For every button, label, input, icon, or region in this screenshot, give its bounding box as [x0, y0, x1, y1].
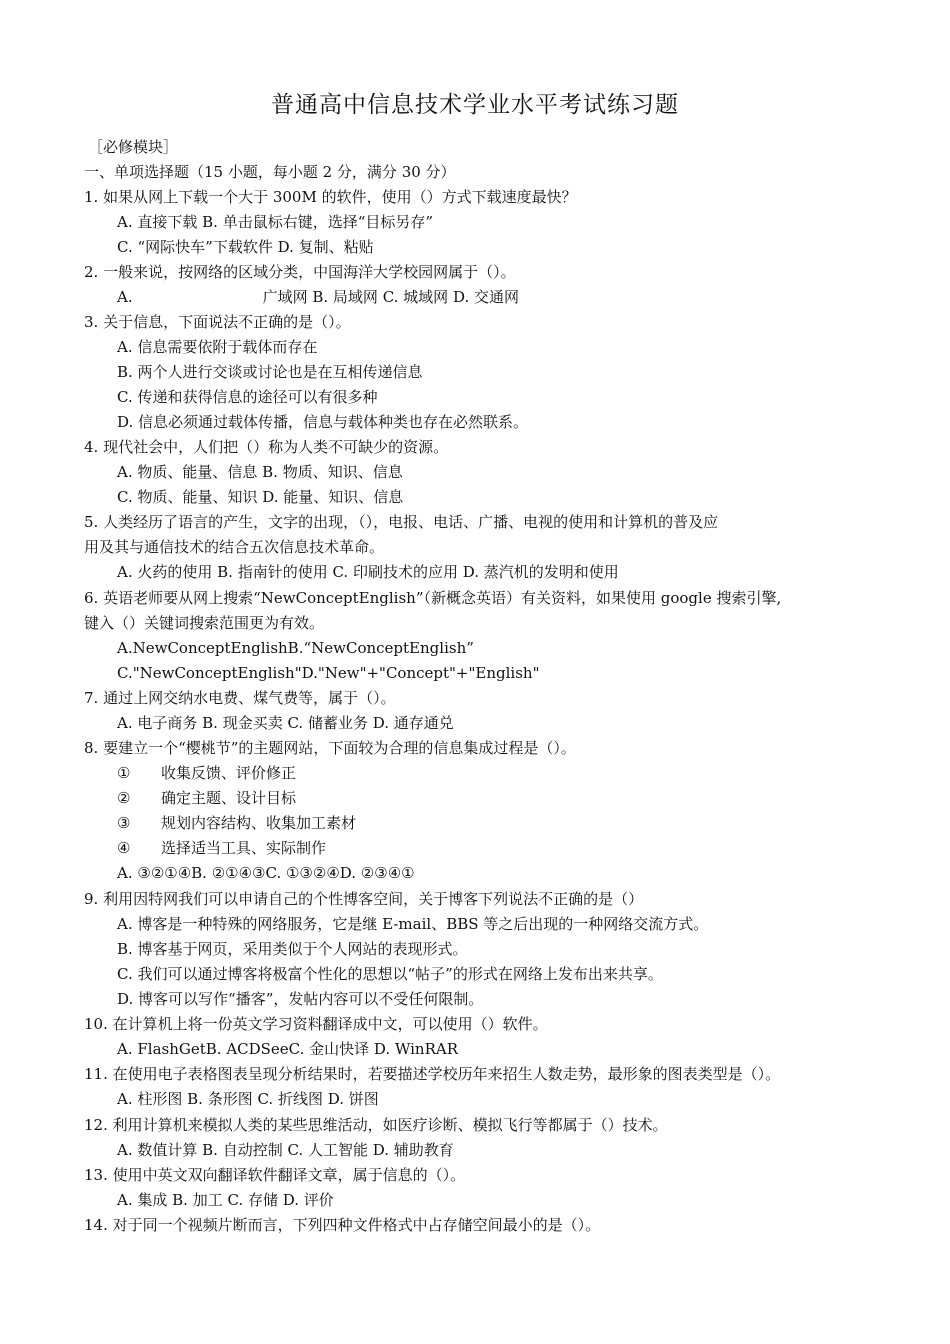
question-13-stem: 13. 使用中英文双向翻译软件翻译文章，属于信息的（）。: [84, 1166, 466, 1184]
question-6-stem: 6. 英语老师要从网上搜索“NewConceptEnglish”（新概念英语）有关资料，如果使用 google 搜索引擎,: [84, 589, 782, 607]
step-marker: ③: [117, 814, 131, 832]
question-2-option-a-label: A.: [117, 288, 133, 306]
question-13-options: A. 集成 B. 加工 C. 存储 D. 评价: [117, 1191, 334, 1209]
question-2-stem: 2. 一般来说，按网络的区域分类，中国海洋大学校园网属于（）。: [84, 263, 516, 281]
step-marker: ①: [117, 764, 131, 782]
question-3-option-b: B. 两个人进行交谈或讨论也是在互相传递信息: [117, 363, 423, 381]
question-9-option-d: D. 博客可以写作“播客”，发帖内容可以不受任何限制。: [117, 990, 484, 1008]
step-marker: ②: [117, 789, 131, 807]
question-4-options-ab: A. 物质、能量、信息 B. 物质、知识、信息: [117, 463, 403, 481]
question-1-options-ab: A. 直接下载 B. 单击鼠标右键，选择“目标另存”: [117, 213, 434, 231]
section-heading: 一、单项选择题（15 小题，每小题 2 分，满分 30 分）: [84, 163, 456, 181]
question-10-options: A. FlashGetB. ACDSeeC. 金山快译 D. WinRAR: [117, 1040, 458, 1058]
step-text: 确定主题、设计目标: [161, 789, 297, 807]
question-12-options: A. 数值计算 B. 自动控制 C. 人工智能 D. 辅助教育: [117, 1141, 454, 1159]
module-label: ［必修模块］: [88, 138, 179, 156]
step-text: 收集反馈、评价修正: [161, 764, 297, 782]
question-3-stem: 3. 关于信息，下面说法不正确的是（）。: [84, 313, 351, 331]
question-9-stem: 9. 利用因特网我们可以申请自己的个性博客空间，关于博客下列说法不正确的是（）: [84, 890, 644, 908]
question-4-options-cd: C. 物质、能量、知识 D. 能量、知识、信息: [117, 488, 404, 506]
question-2-option-text: 广域网 B. 局域网 C. 城域网 D. 交通网: [262, 288, 519, 306]
question-5-stem-continued: 用及其与通信技术的结合五次信息技术革命。: [84, 538, 385, 556]
question-1-options-cd: C. “网际快车”下载软件 D. 复制、粘贴: [117, 238, 374, 256]
question-8-step-3: [117, 812, 356, 834]
question-9-option-c: C. 我们可以通过博客将极富个性化的思想以“帖子”的形式在网络上发布出来共享。: [117, 965, 663, 983]
question-11-stem: 11. 在使用电子表格图表呈现分析结果时，若要描述学校历年来招生人数走势，最形象的图表类型是（）。: [84, 1065, 781, 1083]
question-3-option-a: A. 信息需要依附于载体而存在: [117, 338, 318, 356]
question-7-options: A. 电子商务 B. 现金买卖 C. 储蓄业务 D. 通存通兑: [117, 714, 454, 732]
question-2-options: [117, 286, 519, 308]
question-3-option-d: D. 信息必须通过载体传播，信息与载体种类也存在必然联系。: [117, 413, 529, 431]
question-8-stem: 8. 要建立一个“樱桃节”的主题网站，下面较为合理的信息集成过程是（）。: [84, 739, 576, 757]
question-4-stem: 4. 现代社会中，人们把（）称为人类不可缺少的资源。: [84, 438, 449, 456]
step-text: 规划内容结构、收集加工素材: [161, 814, 357, 832]
question-14-stem: 14. 对于同一个视频片断而言，下列四种文件格式中占存储空间最小的是（）。: [84, 1216, 601, 1234]
page-title: 普通高中信息技术学业水平考试练习题: [271, 92, 679, 118]
question-9-option-b: B. 博客基于网页，采用类似于个人网站的表现形式。: [117, 940, 468, 958]
question-8-options: A. ③②①④B. ②①④③C. ①③②④D. ②③④①: [117, 864, 415, 882]
question-7-stem: 7. 通过上网交纳水电费、煤气费等，属于（）。: [84, 689, 396, 707]
question-1-stem: 1. 如果从网上下载一个大于 300M 的软件，使用（）方式下载速度最快？: [84, 188, 577, 206]
step-text: 选择适当工具、实际制作: [161, 839, 327, 857]
question-9-option-a: A. 博客是一种特殊的网络服务，它是继 E-mail、BBS 等之后出现的一种网络交流方式。: [117, 915, 709, 933]
question-10-stem: 10. 在计算机上将一份英文学习资料翻译成中文，可以使用（）软件。: [84, 1015, 548, 1033]
question-8-step-1: [117, 762, 296, 784]
question-5-stem: 5. 人类经历了语言的产生，文字的出现，（），电报、电话、广播、电视的使用和计算机的普及应: [84, 513, 719, 531]
question-6-stem-continued: 键入（）关键词搜索范围更为有效。: [84, 614, 325, 632]
question-5-options: A. 火药的使用 B. 指南针的使用 C. 印刷技术的应用 D. 蒸汽机的发明和使用: [117, 563, 619, 581]
question-8-step-2: [117, 787, 296, 809]
question-6-options-cd: C."NewConceptEnglish"D."New"+"Concept"+"English": [117, 664, 540, 682]
question-6-options-ab: A.NewConceptEnglishB.“NewConceptEnglish”: [117, 639, 474, 657]
question-3-option-c: C. 传递和获得信息的途径可以有很多种: [117, 388, 378, 406]
question-12-stem: 12. 利用计算机来模拟人类的某些思维活动，如医疗诊断、模拟飞行等都属于（）技术。: [84, 1116, 668, 1134]
question-11-options: A. 柱形图 B. 条形图 C. 折线图 D. 饼图: [117, 1090, 379, 1108]
question-8-step-4: [117, 837, 326, 859]
step-marker: ④: [117, 839, 131, 857]
